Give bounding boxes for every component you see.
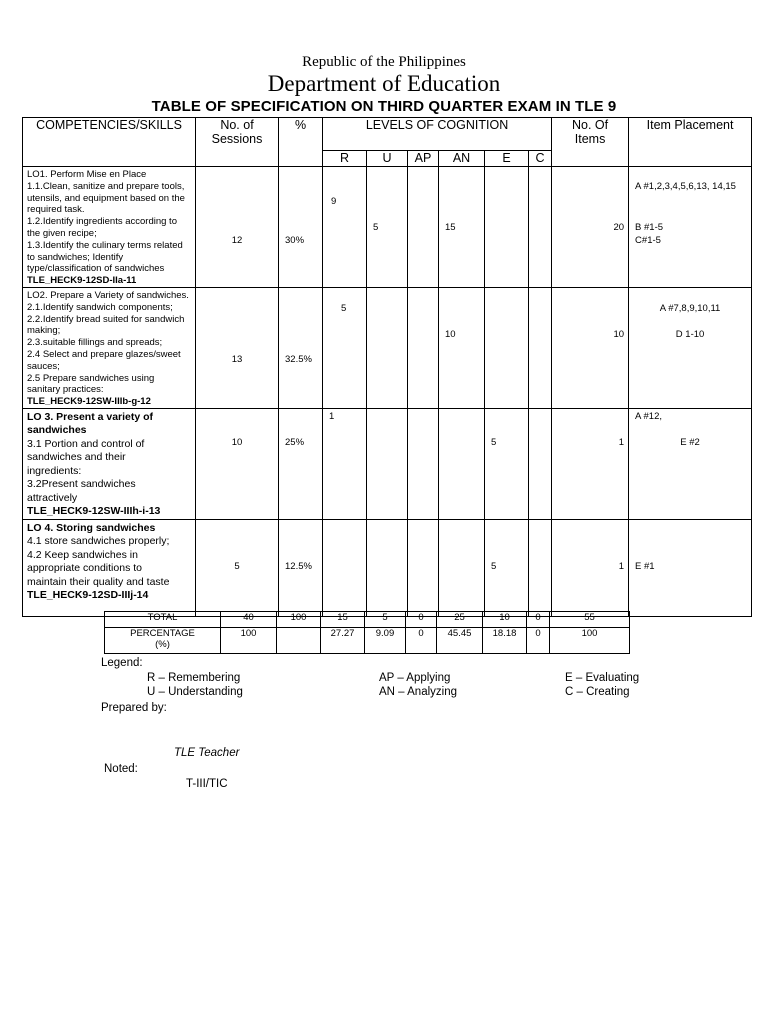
items-cell: 20 (552, 167, 629, 288)
competency-cell: LO 4. Storing sandwiches 4.1 store sandwiches properly; 4.2 Keep sandwiches in appropriate conditions to maintain their quality and taste TLE_HECK9-12SD-IIIj-14 (23, 519, 196, 616)
c-cell (529, 519, 552, 616)
legend-r: R – Remembering (147, 672, 241, 684)
items-cell: 10 (552, 287, 629, 408)
sessions-cell: 5 (196, 519, 279, 616)
an-cell (439, 519, 485, 616)
total-label: TOTAL (105, 612, 221, 628)
col-levels: LEVELS OF COGNITION (323, 118, 552, 151)
total-ap: 0 (406, 612, 437, 628)
e-cell: 5 (485, 519, 529, 616)
tle-teacher-label: TLE Teacher (174, 747, 240, 759)
u-cell (367, 519, 408, 616)
sessions-cell: 10 (196, 408, 279, 519)
items-cell: 1 (552, 408, 629, 519)
col-placement: Item Placement (629, 118, 752, 167)
total-row (105, 612, 630, 628)
percentage-an: 45.45 (437, 628, 483, 654)
noted-label: Noted: (104, 763, 138, 775)
col-c: C (529, 151, 552, 167)
col-u: U (367, 151, 408, 167)
table-row-lo3 (23, 408, 752, 519)
table-row-lo1 (23, 167, 752, 288)
sessions-cell: 12 (196, 167, 279, 288)
total-sessions: 40 (221, 612, 277, 628)
percentage-e: 18.18 (483, 628, 527, 654)
placement-cell: E #1 (629, 519, 752, 616)
col-r: R (323, 151, 367, 167)
u-cell: 5 (367, 167, 408, 288)
document-title: TABLE OF SPECIFICATION ON THIRD QUARTER EXAM IN TLE 9 (151, 98, 617, 115)
r-cell (323, 519, 367, 616)
competency-cell: LO1. Perform Mise en Place 1.1.Clean, sanitize and prepare tools, utensils, and equipment based on the required task. 1.2.Identify ingredients according to the given recipe; 1.3.Identify the culinary terms related to sandwiches; Identify type/classification of sandwiches TLE_HECK9-12SD-IIa-11 (23, 167, 196, 288)
legend-title: Legend: (101, 657, 143, 669)
placement-cell: A #12, E #2 (629, 408, 752, 519)
percentage-label: PERCENTAGE (%) (105, 628, 221, 654)
tic-label: T-III/TIC (186, 778, 228, 790)
an-cell (439, 408, 485, 519)
c-cell (529, 408, 552, 519)
legend-ap: AP – Applying (379, 672, 451, 684)
c-cell (529, 287, 552, 408)
percentage-r: 27.27 (321, 628, 365, 654)
col-ap: AP (408, 151, 439, 167)
competency-cell: LO2. Prepare a Variety of sandwiches. 2.1.Identify sandwich components; 2.2.Identify bread suited for sandwich making; 2.3.suitable fillings and spreads; 2.4 Select and prepare glazes/sweet sauces; 2.5 Prepare sandwiches using sanitary practices: TLE_HECK9-12SW-IIIb-g-12 (23, 287, 196, 408)
u-cell (367, 287, 408, 408)
legend-an: AN – Analyzing (379, 686, 457, 698)
placement-cell: A #1,2,3,4,5,6,13, 14,15 B #1-5 C#1-5 (629, 167, 752, 288)
specification-table (22, 117, 752, 617)
total-r: 15 (321, 612, 365, 628)
r-cell: 1 (323, 408, 367, 519)
competency-cell: LO 3. Present a variety of sandwiches 3.1 Portion and control of sandwiches and their ingredients: 3.2Present sandwiches attractively TLE_HECK9-12SW-IIIh-i-13 (23, 408, 196, 519)
e-cell (485, 167, 529, 288)
e-cell: 5 (485, 408, 529, 519)
placement-cell: A #7,8,9,10,11 D 1-10 (629, 287, 752, 408)
legend-e: E – Evaluating (565, 672, 640, 684)
percentage-sessions: 100 (221, 628, 277, 654)
ap-cell (408, 167, 439, 288)
total-items: 55 (550, 612, 630, 628)
ap-cell (408, 519, 439, 616)
total-an: 25 (437, 612, 483, 628)
col-percent: % (279, 118, 323, 167)
total-c: 0 (527, 612, 550, 628)
r-cell: 9 (323, 167, 367, 288)
an-cell: 15 (439, 167, 485, 288)
items-cell: 1 (552, 519, 629, 616)
totals-table (104, 611, 630, 654)
total-percent: 100 (277, 612, 321, 628)
legend-c: C – Creating (565, 686, 630, 698)
ap-cell (408, 408, 439, 519)
percentage-c: 0 (527, 628, 550, 654)
legend-u: U – Understanding (147, 686, 243, 698)
percent-cell: 30% (279, 167, 323, 288)
percent-cell: 32.5% (279, 287, 323, 408)
u-cell (367, 408, 408, 519)
col-e: E (485, 151, 529, 167)
col-competencies: COMPETENCIES/SKILLS (23, 118, 196, 167)
ap-cell (408, 287, 439, 408)
department-heading: Department of Education (267, 71, 501, 96)
col-an: AN (439, 151, 485, 167)
sessions-cell: 13 (196, 287, 279, 408)
republic-heading: Republic of the Philippines (302, 54, 466, 70)
percent-cell: 12.5% (279, 519, 323, 616)
header-row (23, 118, 752, 151)
table-row-lo4 (23, 519, 752, 616)
total-e: 10 (483, 612, 527, 628)
r-cell: 5 (323, 287, 367, 408)
table-row-lo2 (23, 287, 752, 408)
e-cell (485, 287, 529, 408)
percentage-u: 9.09 (365, 628, 406, 654)
percentage-ap: 0 (406, 628, 437, 654)
col-items: No. Of Items (552, 118, 629, 167)
c-cell (529, 167, 552, 288)
percentage-items: 100 (550, 628, 630, 654)
percent-cell: 25% (279, 408, 323, 519)
percentage-percent (277, 628, 321, 654)
col-sessions: No. of Sessions (196, 118, 279, 167)
percentage-row (105, 628, 630, 654)
total-u: 5 (365, 612, 406, 628)
prepared-by-label: Prepared by: (101, 702, 167, 714)
an-cell: 10 (439, 287, 485, 408)
